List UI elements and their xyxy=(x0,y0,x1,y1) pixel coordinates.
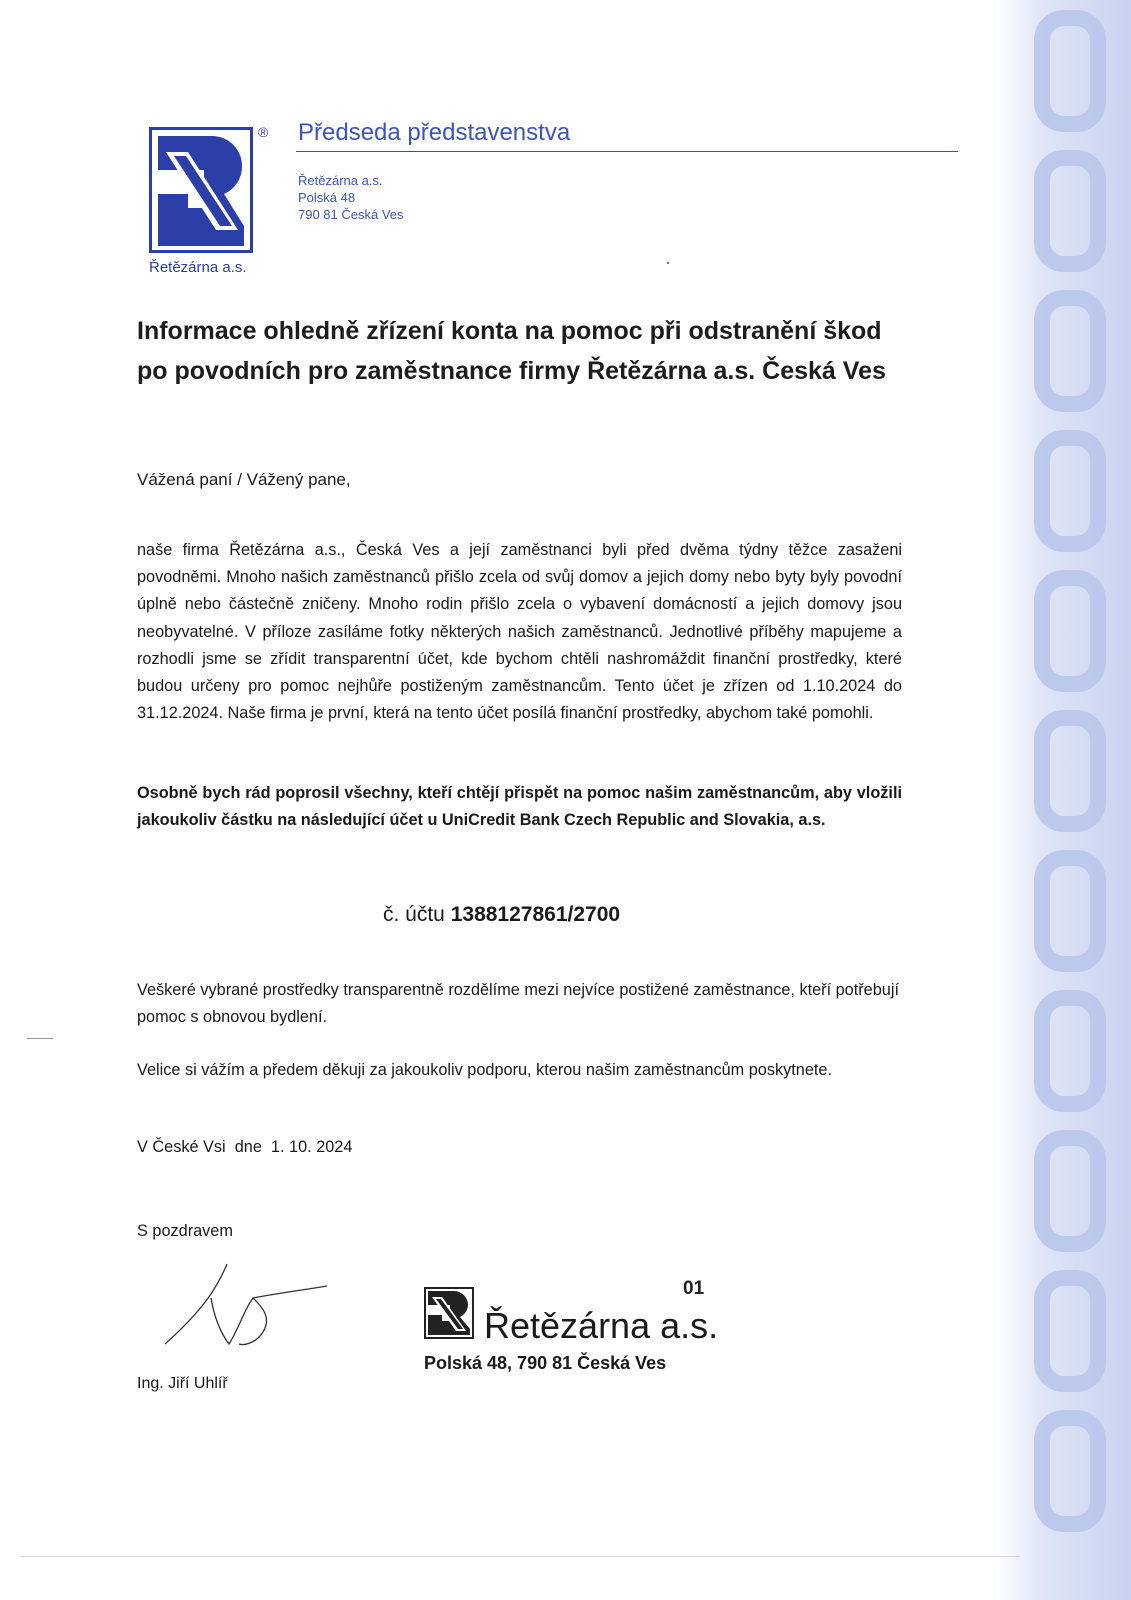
stamp-address: Polská 48, 790 81 Česká Ves xyxy=(424,1353,667,1373)
document-title: Informace ohledně zřízení konta na pomoc při odstranění škod po povodních pro zaměstnance firmy Řetězárna a.s. Česká Ves xyxy=(137,317,886,385)
signer-name: Ing. Jiří Uhlíř xyxy=(137,1375,228,1392)
thanks-paragraph: Velice si vážím a předem děkuji za jakoukoliv podporu, kterou našim zaměstnancům poskytnete. xyxy=(137,1061,833,1079)
header-divider xyxy=(296,151,958,152)
donation-request-paragraph: Osobně bych rád poprosil všechny, kteří chtějí přispět na pomoc našim zaměstnancům, aby vložili jakoukoliv částku na následující účet u UniCredit Bank Czech Republic and Slovakia, a.s. xyxy=(137,784,902,829)
stamp-logo-icon xyxy=(424,1287,474,1339)
place-and-date: V České Vsi dne 1. 10. 2024 xyxy=(137,1138,353,1156)
distribution-paragraph: Veškeré vybrané prostředky transparentně rozdělíme mezi nejvíce postižené zaměstnance, kteří potřebují pomoc s obnovou bydlení. xyxy=(137,981,899,1026)
stamp-company-name: Řetězárna a.s. xyxy=(484,1305,719,1346)
handwritten-signature xyxy=(155,1258,335,1358)
address-line: Řetězárna a.s. xyxy=(298,173,383,188)
decorative-chain-band xyxy=(996,0,1131,1600)
header-title: Předseda představenstva xyxy=(298,119,571,146)
address-line: 790 81 Česká Ves xyxy=(298,207,404,222)
account-prefix: č. účtu xyxy=(383,903,445,926)
scan-speck xyxy=(667,262,669,264)
registered-mark: ® xyxy=(258,124,269,140)
account-number: 1388127861/2700 xyxy=(450,903,621,926)
bottom-rule xyxy=(20,1556,1020,1557)
logo-caption: Řetězárna a.s. xyxy=(149,259,247,276)
address-line: Polská 48 xyxy=(298,190,356,205)
stamp-number: 01 xyxy=(683,1278,705,1299)
closing-greeting: S pozdravem xyxy=(137,1222,233,1240)
body-paragraph: naše firma Řetězárna a.s., Česká Ves a její zaměstnanci byli před dvěma týdny těžce zasaženi povodněmi. Mnoho našich zaměstnanců přišlo zcela od svůj domov a jejich domy nebo byty byly povodní úplně nebo částečně zničeny. Mnoho rodin přišlo zcela o vybavení domácností a jejich domovy jsou neobyvatelné. V příloze zasíláme fotky některých našich zaměstnanců. Jednotlivé příběhy mapujeme a rozhodli jsme se zřídit transparentní účet, kde bychom chtěli nashromáždit finanční prostředky, které budou určeny pro pomoc nejhůře postiženým zaměstnancům. Tento účet je zřízen od 1.10.2024 do 31.12.2024. Naše firma je první, která na tento účet posílá finanční prostředky, abychom také pomohli. xyxy=(137,541,902,723)
salutation: Vážená paní / Vážený pane, xyxy=(137,470,351,489)
account-number-line xyxy=(383,903,620,927)
header-address xyxy=(298,172,404,223)
fold-mark xyxy=(27,1038,53,1039)
company-logo-icon xyxy=(149,127,253,253)
